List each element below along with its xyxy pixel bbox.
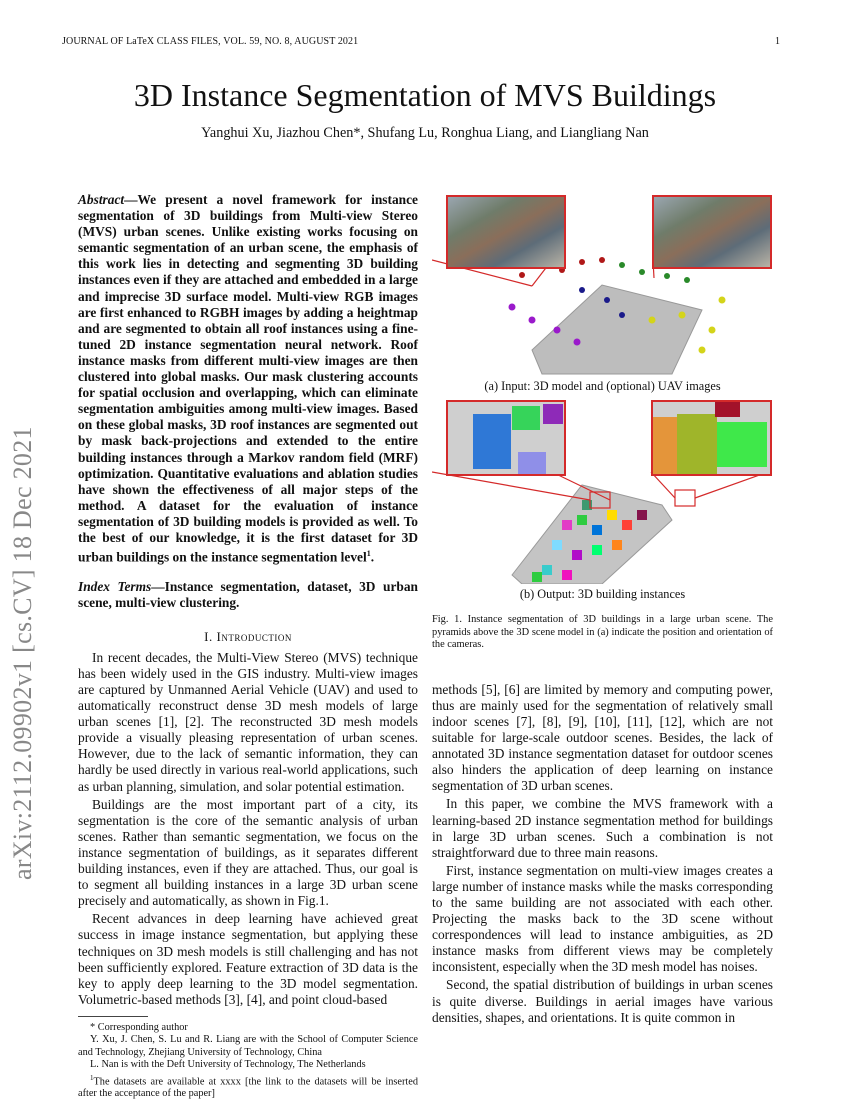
subfigure-b-caption: (b) Output: 3D building instances [519,587,686,601]
paper-title: 3D Instance Segmentation of MVS Buildings [133,77,717,113]
author-list: Yanghui Xu, Jiazhou Chen*, Shufang Lu, Ronghua Liang, and Liangliang Nan [201,125,649,141]
paragraph: Buildings are the most important part of a city, its segmentation is the core of the semantic analysis of urban scenes. Rather than semantic segmentation, we focus on the instance segmentation of buildings, as it separates different building instances, even if they are attached. Thus, our goal is to segment all building instances in a large 3D urban scene precisely and automatically, as shown in Fig.1. [78,796,418,909]
section-title: Introduction [216,628,292,644]
running-header: JOURNAL OF LaTeX CLASS FILES, VOL. 59, NO. 8, AUGUST 2021 [62,36,359,47]
uav-image-right [652,195,772,269]
abstract-label: Abstract [78,192,125,207]
section-heading [78,629,418,645]
intro-left-column [78,650,418,1008]
footnote: L. Nan is with the Deft University of Technology, The Netherlands [90,1059,366,1071]
paragraph: In this paper, we combine the MVS framework with a learning-based 2D instance segmentation method for buildings in large 3D urban scenes. Such a combination is not straightforward due to three main reasons. [432,796,773,860]
left-column [78,192,418,1100]
figure-caption: Fig. 1. Instance segmentation of 3D buildings in a large urban scene. The pyramids above the 3D scene model in (a) indicate the position and orientation of the cameras. [432,614,773,651]
paragraph: First, instance segmentation on multi-view images creates a large number of instance masks while the masks corresponding to the same building are not associated with each other. Projecting the masks back to the 3D scene without correspondences will lead to instance ambiguities, as 2D instance masks from different views may be completely inconsistent, especially when the 3D mesh model has noises. [432,862,773,975]
footnote-ref: 1 [366,549,371,559]
index-terms [78,579,418,611]
footnotes [78,1022,418,1101]
footnote: Y. Xu, J. Chen, S. Lu and R. Liang are with the School of Computer Science and Technology, Zhejiang University of Technology, China [78,1034,418,1058]
uav-image-left [446,195,566,269]
footnote-rule [78,1016,148,1017]
right-column [432,190,773,1026]
intro-right-column [432,682,773,1026]
paragraph: Second, the spatial distribution of buildings in urban scenes is quite diverse. Buildings in aerial images have various densities, shapes, and orientations. It is quite common in [432,977,773,1025]
paragraph: methods [5], [6] are limited by memory and computing power, thus are mainly used for the segmentation of relatively small indoor scenes [7], [8], [9], [10], [11], [12], which are not suitable for large-scale outdoor scenes. Besides, the lack of annotated 3D instance segmentation dataset for outdoor scenes also hinders the application of deep learning on instance segmentation of 3D urban scenes. [432,681,773,794]
abstract-text: —We present a novel framework for instance segmentation of 3D buildings from Multi-view Stereo (MVS) urban scenes. Unlike existing works focusing on semantic segmentation of an urban scene, the emphasis of this work lies in detecting and segmenting 3D building instances even if they are attached and embedded in a large and imprecise 3D surface model. Multi-view RGB images are first enhanced to RGBH images by adding a heightmap and are segmented to obtain all roof instances using a fine-tuned 2D instance segmentation neural network. Roof instance masks from different multi-view images are then clustered into global masks. Our mask clustering accounts for spatial occlusion and overlapping, which can eliminate segmentation ambiguities among multi-view images. Based on these global masks, 3D roof instances are segmented out by mask back-projections and extended to the entire building instances through a Markov random field (MRF) optimization. Quantitative evaluations and ablation studies have shown the effectiveness of all major steps of the method. A dataset for the evaluation of instance segmentation of 3D building models is provided as well. To the best of our knowledge, it is the first dataset for 3D urban buildings on the instance segmentation level [78,192,418,565]
paragraph: Recent advances in deep learning have achieved great success in image instance segmentation, but applying these techniques on 3D mesh models is still challenging and has not been sufficiently explored. Feature extraction of 3D data is the key to apply deep learning to the 3D model segmentation. Volumetric-based methods [3], [4], and point cloud-based [78,911,418,1007]
page-number: 1 [775,36,780,47]
footnote [78,1072,418,1101]
figure-1 [432,190,773,606]
index-terms-label: Index Terms [78,578,152,594]
index-terms-text: —Instance segmentation, dataset, 3D urban scene, multi-view clustering. [78,578,418,610]
zoom-inset-left [446,400,566,476]
zoom-inset-right [651,400,772,476]
section-number: I. [204,628,213,644]
arxiv-stamp: arXiv:2112.09902v1 [cs.CV] 18 Dec 2021 [8,426,37,880]
abstract: Abstract—We present a novel framework for instance segmentation of 3D buildings from Multi-view Stereo (MVS) urban scenes. Unlike existing works focusing on semantic segmentation of an urban scene, the emphasis of this work lies in detecting and segmenting 3D building instances even if they are attached and embedded in a large and imprecise 3D surface model. Multi-view RGB images are first enhanced to RGBH images by adding a heightmap and are segmented to obtain all roof instances using a fine-tuned 2D instance segmentation neural network. Roof instance masks from different multi-view images are then clustered into global masks. Our mask clustering accounts for spatial occlusion and overlapping, which can eliminate segmentation ambiguities among multi-view images. Based on these global masks, 3D roof instances are segmented out by mask back-projections and extended to the entire building instances through a Markov random field (MRF) optimization. Quantitative evaluations and ablation studies have shown the effectiveness of all major steps of the method. A dataset for the evaluation of instance segmentation of 3D building models is provided as well. To the best of our knowledge, it is the first dataset for 3D urban buildings on the instance segmentation level$^1$. [78,192,418,565]
footnote-mark: 1 [90,1073,94,1082]
footnote: * Corresponding author [90,1021,188,1033]
footnote-text: The datasets are available at xxxx [the link to the datasets will be inserted after the acceptance of the paper] [78,1075,418,1100]
footnote-area [78,1008,418,1101]
subfigure-a-caption: (a) Input: 3D model and (optional) UAV images [484,379,721,393]
paragraph: In recent decades, the Multi-View Stereo (MVS) technique has been widely used in the GIS industry. Multi-view images are captured by Unmanned Aerial Vehicle (UAV) and used to automatically reconstruct dense 3D mesh models of large urban scenes [1], [2]. The reconstructed 3D mesh models provide a visually pleasing representation of urban scenes. However, due to the lack of semantic information, they can hardly be used directly in various real-world applications, such as urban planning, simulation, and solar potential estimation. [78,649,418,794]
